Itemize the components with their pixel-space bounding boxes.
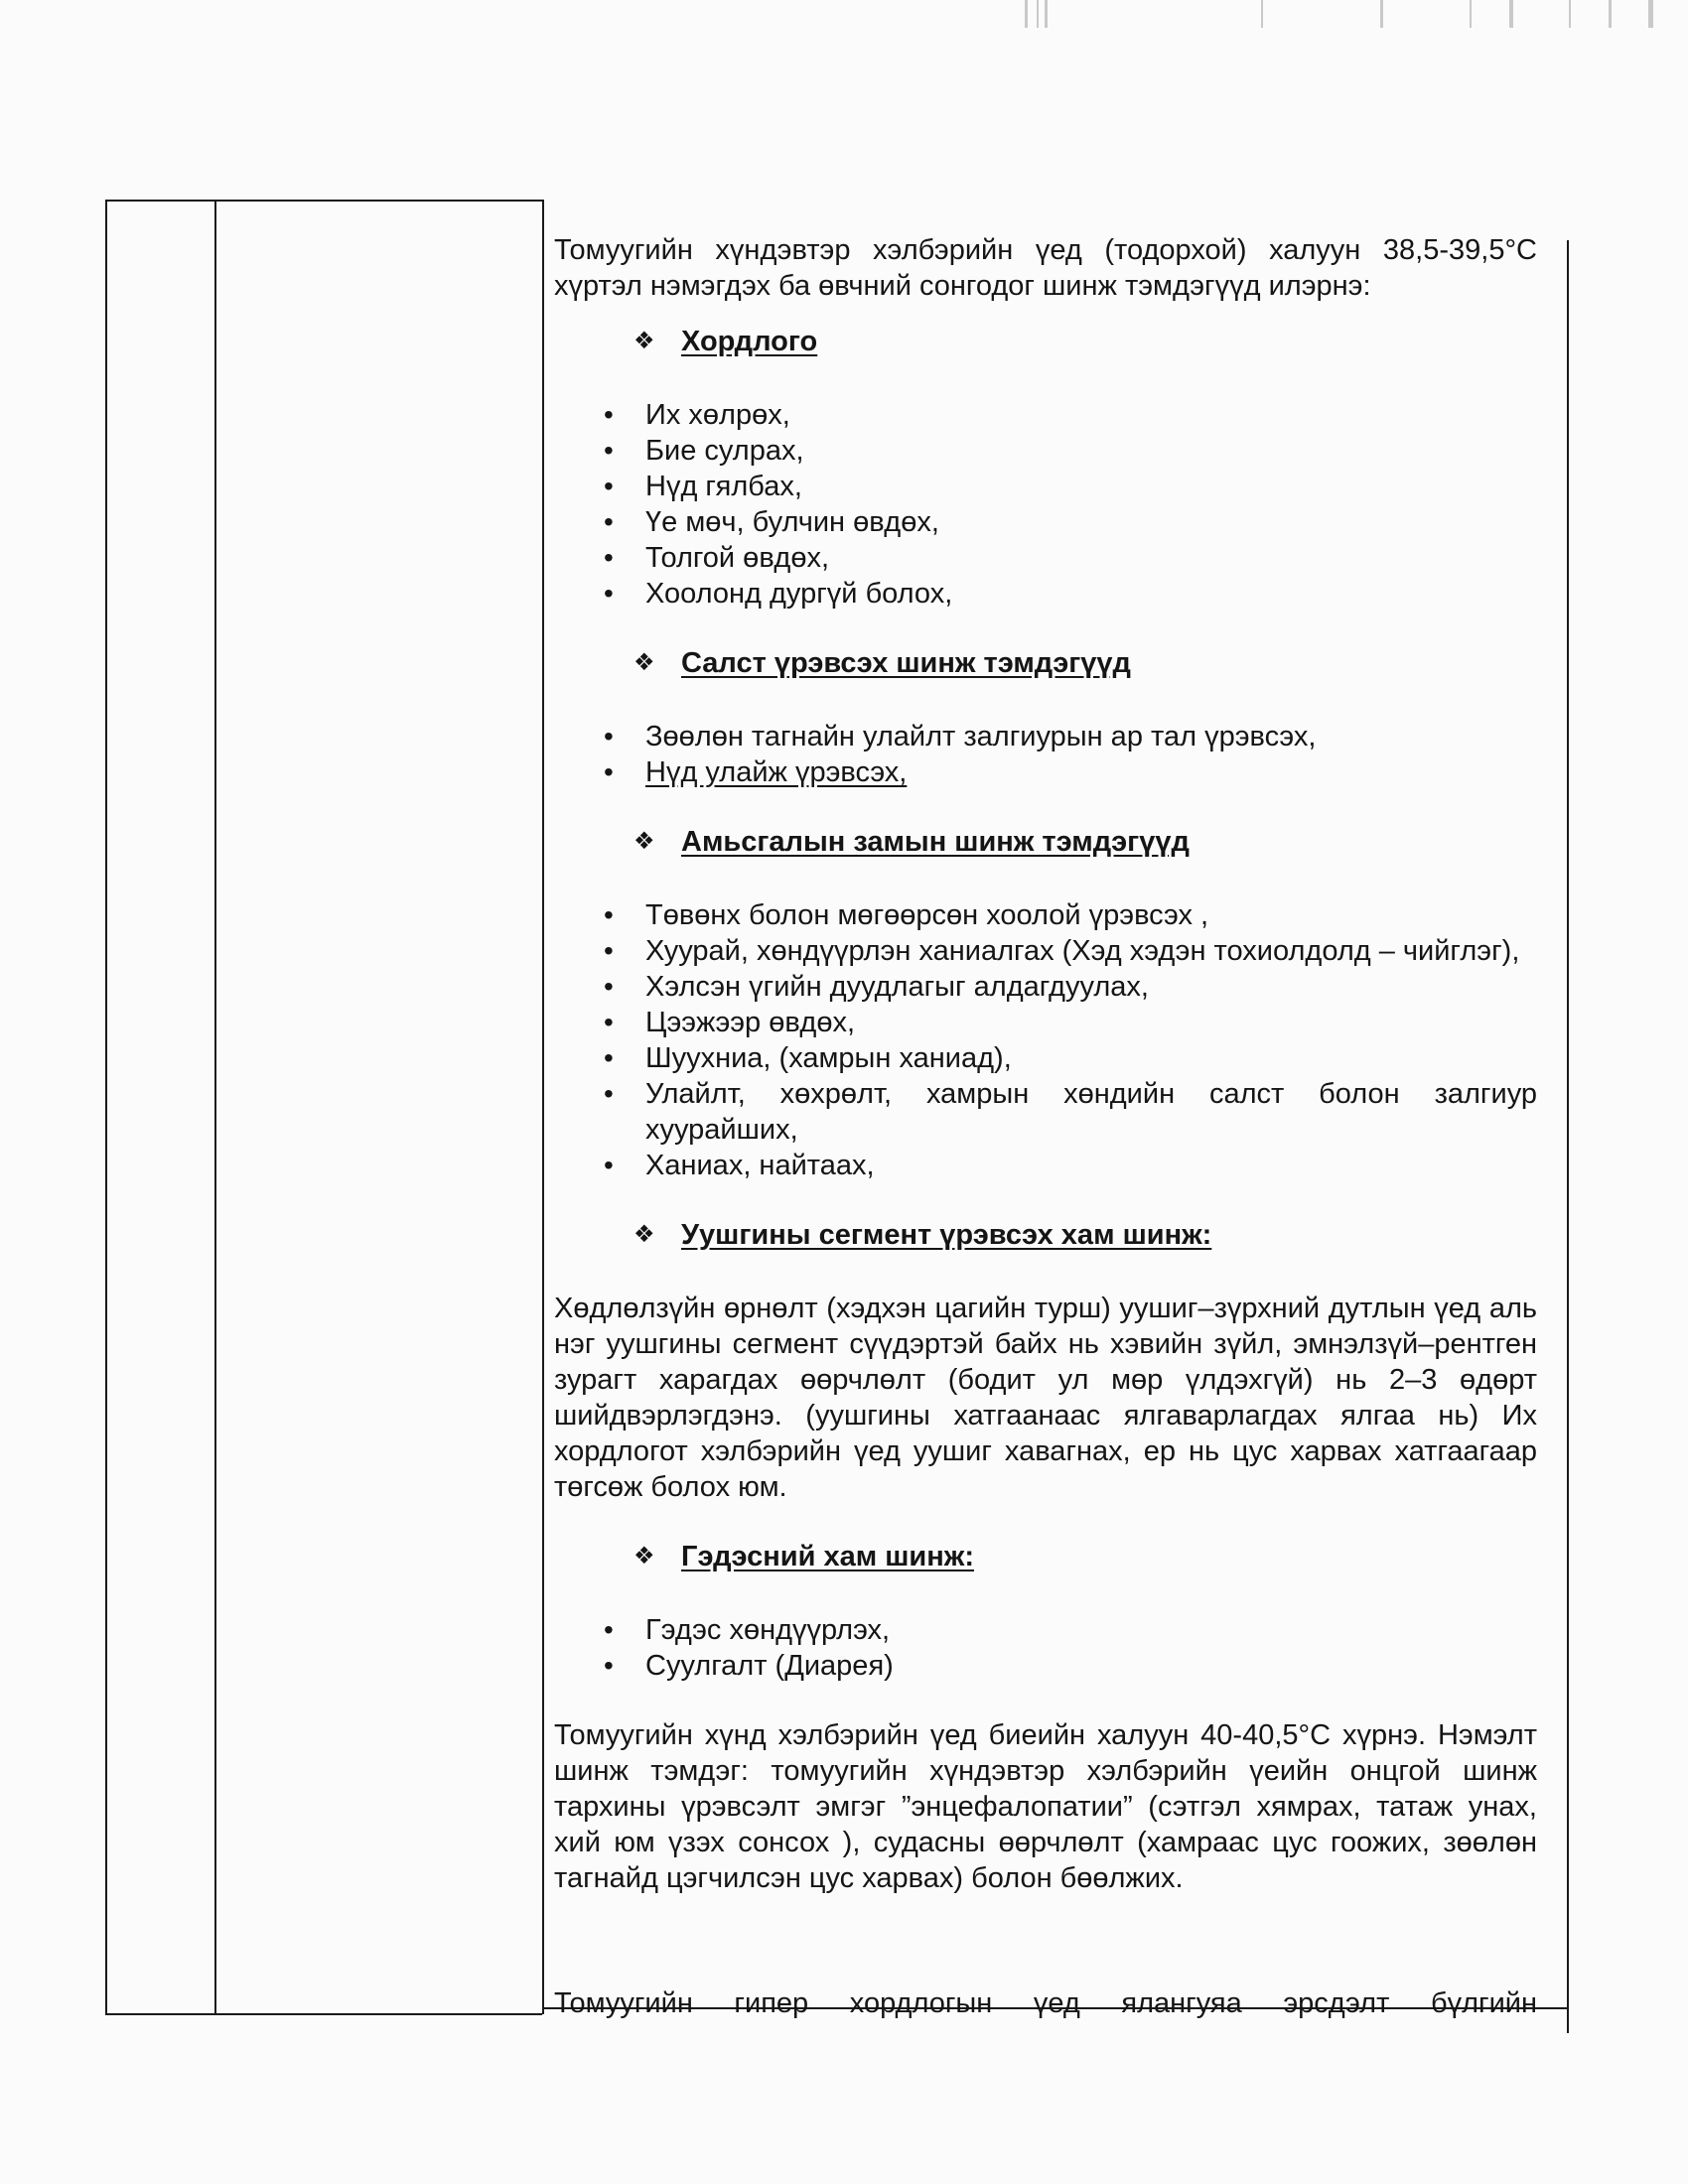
scan-artifact bbox=[0, 0, 1688, 30]
list-item: • Нүд улайж үрэвсэх, bbox=[554, 754, 1537, 790]
section-intestinal-heading: ❖ Гэдэсний хам шинж: bbox=[554, 1539, 1537, 1574]
table-left-border bbox=[105, 200, 107, 2014]
section-respiratory-heading: ❖ Амьсгалын замын шинж тэмдэгүүд bbox=[554, 824, 1537, 860]
diamond-bullet-icon: ❖ bbox=[633, 1221, 655, 1248]
intestinal-list bbox=[554, 1612, 1537, 1684]
diamond-bullet-icon: ❖ bbox=[633, 328, 655, 354]
respiratory-list bbox=[554, 897, 1537, 1183]
list-item: • Их хөлрөх, bbox=[554, 397, 1537, 433]
list-item: • Хуурай, хөндүүрлэн ханиалгах (Хэд хэдэн тохиолдолд – чийглэг), bbox=[554, 933, 1537, 969]
table-right-border bbox=[1567, 240, 1569, 2033]
diamond-bullet-icon: ❖ bbox=[633, 828, 655, 855]
list-item: • Зөөлөн тагнайн улайлт залгиурын ар тал үрэвсэх, bbox=[554, 719, 1537, 754]
continuation-line: Томуугийн гипер хордлогын үед ялангуяа эрсдэлт бүлгийн bbox=[554, 1987, 1537, 2019]
table-column-divider-1 bbox=[214, 200, 216, 2014]
list-item: • Ханиах, найтаах, bbox=[554, 1148, 1537, 1183]
table-top-border bbox=[105, 200, 542, 202]
list-item: • Шуухниа, (хамрын ханиад), bbox=[554, 1040, 1537, 1076]
list-item: • Суулгалт (Диарея) bbox=[554, 1648, 1537, 1684]
diamond-bullet-icon: ❖ bbox=[633, 1543, 655, 1570]
list-item: • Гэдэс хөндүүрлэх, bbox=[554, 1612, 1537, 1648]
list-item: • Цээжээр өвдөх, bbox=[554, 1005, 1537, 1040]
table-bottom-border-left bbox=[105, 2013, 542, 2015]
intro-paragraph: Томуугийн хүндэвтэр хэлбэрийн үед (тодорхой) халуун 38,5-39,5°С хүртэл нэмэгдэх ба өвчний сонгодог шинж тэмдэгүүд илэрнэ: bbox=[554, 234, 1537, 302]
list-item: • Толгой өвдөх, bbox=[554, 540, 1537, 576]
section-toxic-heading: ❖ Хордлого bbox=[554, 324, 1537, 359]
list-item: • Нүд гялбах, bbox=[554, 469, 1537, 504]
toxic-list bbox=[554, 397, 1537, 612]
list-item: • Төвөнх болон мөгөөрсөн хоолой үрэвсэх , bbox=[554, 897, 1537, 933]
list-item: • Бие сулрах, bbox=[554, 433, 1537, 469]
list-item: • Хэлсэн үгийн дуудлагыг алдагдуулах, bbox=[554, 969, 1537, 1005]
severe-form-paragraph: Томуугийн хүнд хэлбэрийн үед биеийн халуун 40-40,5°С хүрнэ. Нэмэлт шинж тэмдэг: томуугийн хүндэвтэр хэлбэрийн үеийн онцгой шинж тархины үрэвсэлт эмгэг ”энцефалопатии” (сэтгэл хямрах, татаж унах, хий юм үзэх сонсох ), судасны өөрчлөлт (хамраас цус гоожих, зөөлөн тагнайд цэгчилсэн цус харвах) болон бөөлжих. bbox=[554, 1719, 1537, 1894]
mucosa-list bbox=[554, 719, 1537, 790]
diamond-bullet-icon: ❖ bbox=[633, 649, 655, 676]
section-mucosa-heading: ❖ Салст үрэвсэх шинж тэмдэгүүд bbox=[554, 645, 1537, 681]
lung-paragraph: Хөдлөлзүйн өрнөлт (хэдхэн цагийн турш) уушиг–зүрхний дутлын үед аль нэг уушгины сегмент сүүдэртэй байх нь хэвийн зүйл, эмнэлзүй–рентген зурагт харагдах өөрчлөлт (бодит ул мөр үлдэхгүй) нь 2–3 өдөрт шийдвэрлэгдэнэ. (уушгины хатгаанаас ялгаварлагдах ялгаа нь) Их хордлогот хэлбэрийн үед уушиг хавагнах, ер нь цус харвах хатгаагаар төгсөж болох юм. bbox=[554, 1293, 1537, 1503]
list-item: • Хоолонд дургүй болох, bbox=[554, 576, 1537, 612]
section-lung-heading: ❖ Уушгины сегмент үрэвсэх хам шинж: bbox=[554, 1217, 1537, 1253]
list-item: • Үе мөч, булчин өвдөх, bbox=[554, 504, 1537, 540]
table-column-divider-2 bbox=[542, 200, 544, 2014]
document-content bbox=[554, 232, 1537, 1896]
list-item: • Улайлт, хөхрөлт, хамрын хөндийн салст болон залгиур хуурайших, bbox=[554, 1076, 1537, 1148]
